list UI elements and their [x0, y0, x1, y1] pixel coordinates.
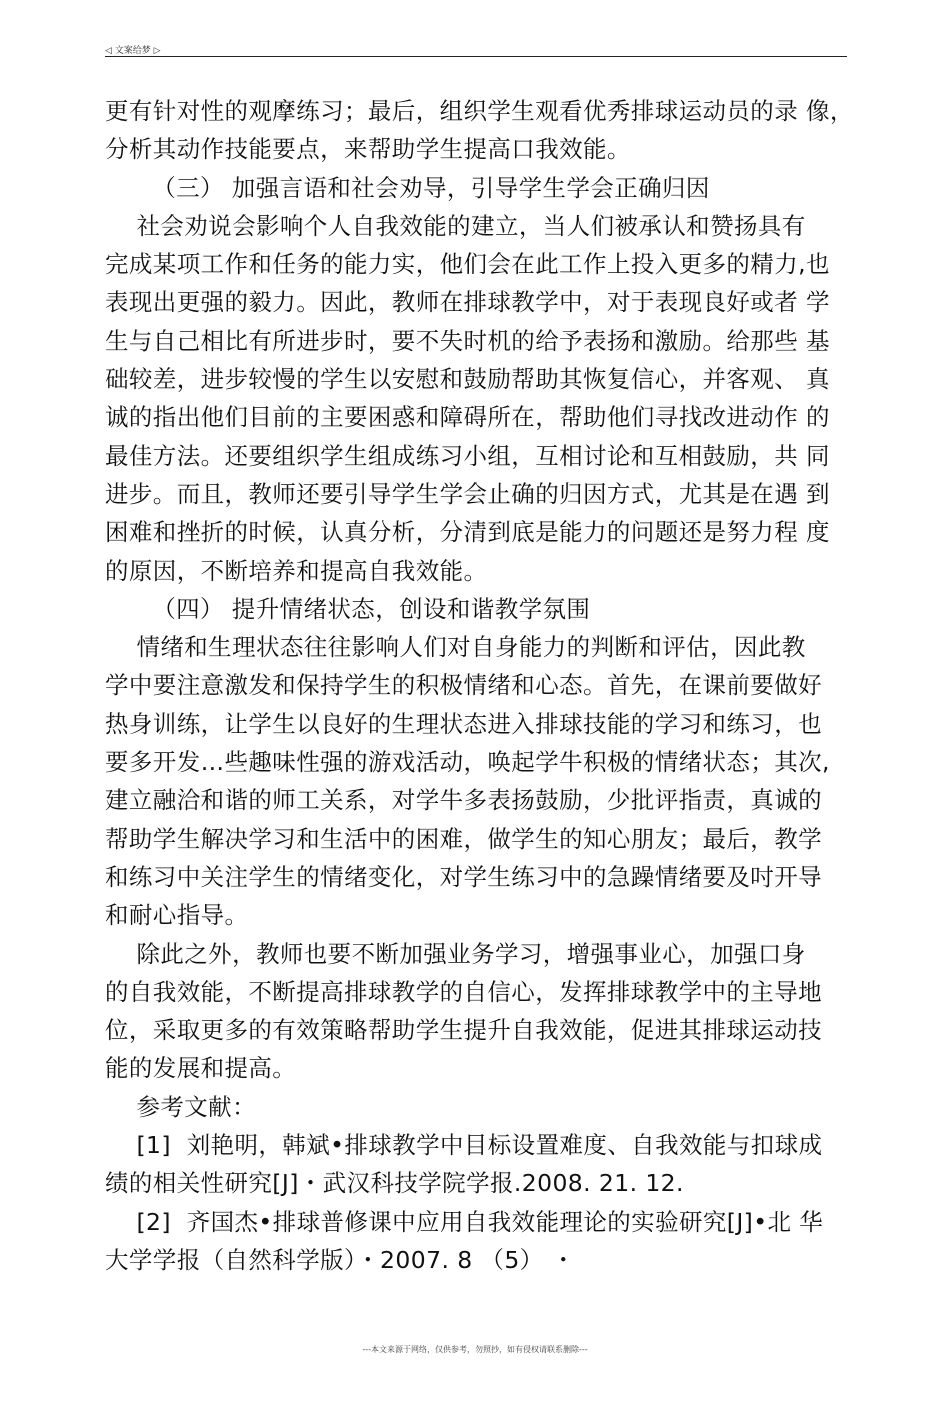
text-line: 础较差，进步较慢的学生以安慰和鼓励帮助其恢复信心，并客观、 真 — [105, 365, 830, 394]
text-line: 热身训练，让学生以良好的生理状态进入排球技能的学习和练习，也 — [105, 709, 822, 738]
page-footer — [0, 1344, 950, 1355]
footer-text: ---本文来源于网络，仅供参考，勿照抄，如有侵权请联系删除--- — [362, 1345, 588, 1354]
text-line: 表现出更强的毅力。因此，教师在排球教学中，对于表现良好或者 学 — [105, 288, 830, 317]
text-line: 的原因，不断培养和提高自我效能。 — [105, 556, 488, 585]
reference-item: 大学学报（自然科学版）・2007. 8 （5） ・ — [105, 1245, 576, 1274]
text-line: 位，采取更多的有效策略帮助学生提升自我效能，促进其排球运动技 — [105, 1016, 822, 1045]
text-line: 学中要注意激发和保持学生的积极情绪和心态。首先，在课前要做好 — [105, 671, 822, 700]
text-line: 生与自己相比有所进步时，要不失时机的给予表扬和激励。给那些 基 — [105, 326, 830, 355]
text-line: 情绪和生理状态往往影响人们对自身能力的判断和评估，因此教 — [105, 633, 806, 662]
section-heading: （三） 加强言语和社会劝导，引导学生学会正确归因 — [105, 173, 710, 202]
text-line: 更有针对性的观摩练习；最后，组织学生观看优秀排球运动员的录 像， — [105, 97, 854, 125]
document-body — [105, 92, 854, 1279]
text-line: 要多开发…些趣味性强的游戏活动，唤起学牛积极的情绪状态；其次, — [105, 748, 830, 777]
text-line: 诚的指出他们目前的主要困惑和障碍所在，帮助他们寻找改进动作 的 — [105, 403, 830, 432]
text-line: 最佳方法。还要组织学生组成练习小组，互相讨论和互相鼓励，共 同 — [105, 441, 830, 470]
section-heading: （四） 提升情绪状态，创设和谐教学氛围 — [105, 594, 591, 623]
text-line: 和练习中关注学生的情绪变化，对学生练习中的急躁情绪要及吋开导 — [105, 862, 822, 891]
reference-item: [2] 齐国杰•排球普修课中应用自我效能理论的实验研究[J]•北 华 — [105, 1207, 824, 1236]
text-line: 困难和挫折的时候，认真分析，分清到底是能力的问题还是努力程 度 — [105, 518, 830, 547]
text-line: 除此之外，教师也要不断加强业务学习，增强事业心，加强口身 — [105, 939, 806, 968]
reference-item: 绩的相关性研究[J]・武汉科技学院学报.2008. 21. 12. — [105, 1169, 684, 1198]
text-line: 建立融洽和谐的师工关系，对学牛多表扬鼓励，少批评指责，真诚的 — [105, 786, 822, 815]
text-line: 分析其动作技能要点，来帮助学生提高口我效能。 — [105, 135, 631, 164]
text-line: 能的发展和提高。 — [105, 1054, 297, 1083]
text-line: 社会劝说会影响个人自我效能的建立，当人们被承认和赞扬具有 — [105, 211, 806, 240]
text-line: 进步。而且，教师还要引导学生学会止确的归因方式，尤其是在遇 到 — [105, 479, 830, 508]
text-line: 完成某项工作和任务的能力实，他们会在此工作上投入更多的精力,也 — [105, 250, 830, 279]
references-heading: 参考文献： — [105, 1092, 256, 1121]
page-header — [105, 38, 847, 57]
reference-item: [1] 刘艳明，韩斌•排球教学中目标设置难度、自我效能与扣球成 — [105, 1131, 823, 1160]
text-line: 的自我效能，不断提高排球教学的自信心，发挥排球教学中的主导地 — [105, 977, 822, 1006]
text-line: 和耐心指导。 — [105, 901, 249, 930]
header-text: ◁ 文案给梦 ▷ — [105, 46, 161, 56]
text-line: 帮助学生解决学习和生活中的困难，做学生的知心朋友；最后，教学 — [105, 824, 822, 853]
